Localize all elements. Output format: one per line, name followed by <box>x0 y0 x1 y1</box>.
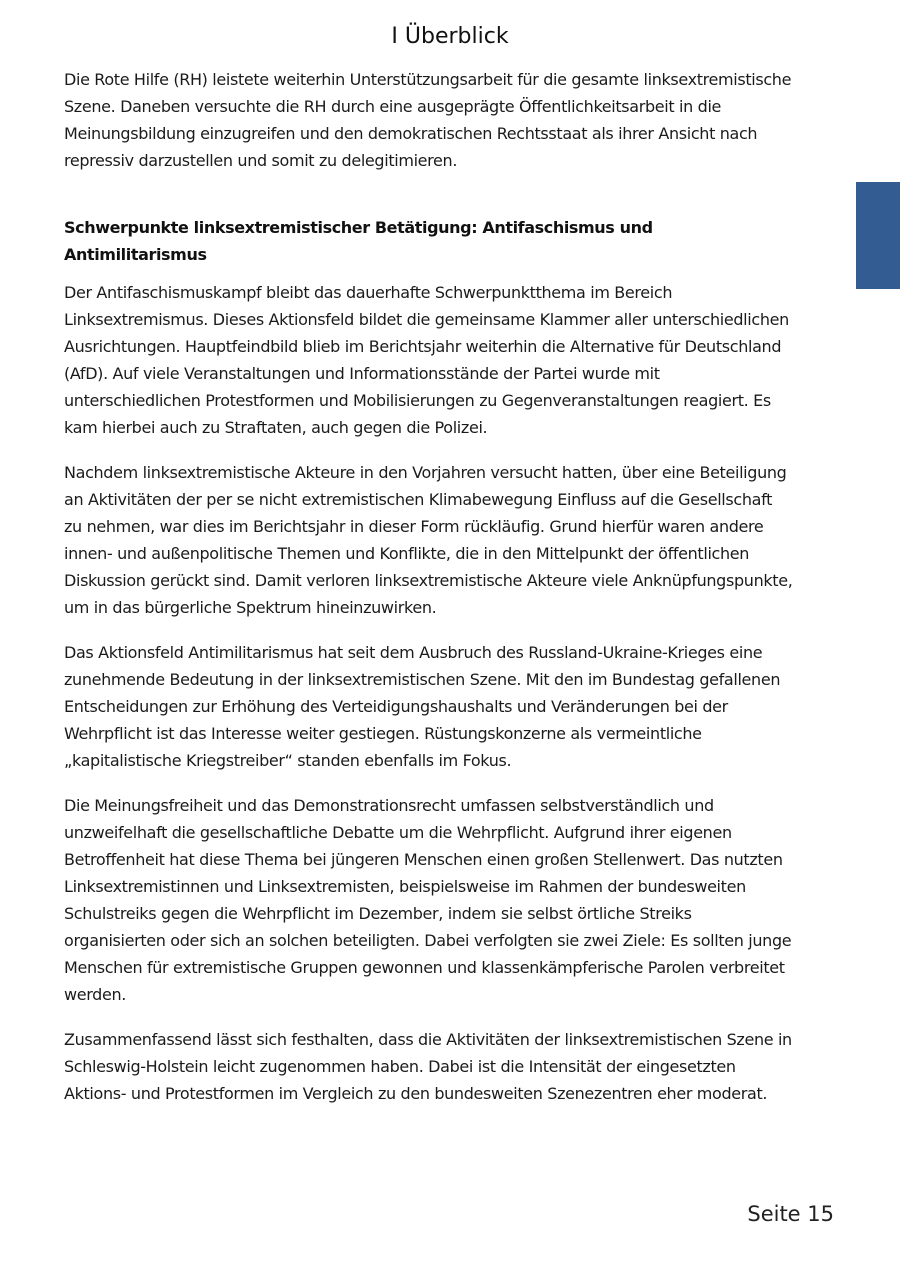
document-body <box>64 66 794 1125</box>
body-paragraph: Die Meinungsfreiheit und das Demonstrationsrecht umfassen selbstverständlich und unzweifelhaft die gesellschaftliche Debatte um die Wehrpflicht. Aufgrund ihrer eigenen Betroffenheit hat diese Thema bei jüngeren Menschen einen großen Stellenwert. Das nutzten Linksextremistinnen und Linksextremisten, beispielsweise im Rahmen der bundesweiten Schulstreiks gegen die Wehrpflicht im Dezember, indem sie selbst örtliche Streiks organisierten oder sich an solchen beteiligten. Dabei verfolgten sie zwei Ziele: Es sollten junge Menschen für extremistische Gruppen gewonnen und klassenkämpferische Parolen verbreitet werden. <box>64 796 792 1004</box>
intro-paragraph: Die Rote Hilfe (RH) leistete weiterhin Unterstützungsarbeit für die gesamte linksextremistische Szene. Daneben versuchte die RH durch eine ausgeprägte Öffentlichkeitsarbeit in die Meinungsbildung einzugreifen und den demokratischen Rechtsstaat als ihrer Ansicht nach repressiv darzustellen und somit zu delegitimieren. <box>64 70 792 170</box>
page-number: Seite 15 <box>747 1202 834 1226</box>
chapter-tab-marker <box>856 182 900 289</box>
page-title: I Überblick <box>391 24 509 49</box>
section-heading: Schwerpunkte linksextremistischer Betätigung: Antifaschismus und Antimilitarismus <box>64 218 653 264</box>
body-paragraph: Nachdem linksextremistische Akteure in den Vorjahren versucht hatten, über eine Beteiligung an Aktivitäten der per se nicht extremistischen Klimabewegung Einfluss auf die Gesellschaft zu nehmen, war dies im Berichtsjahr in dieser Form rückläufig. Grund hierfür waren andere innen- und außenpolitische Themen und Konflikte, die in den Mittelpunkt der öffentlichen Diskussion gerückt sind. Damit verloren linksextremistische Akteure viele Anknüpfungspunkte, um in das bürgerliche Spektrum hineinzuwirken. <box>64 463 793 617</box>
body-paragraph: Das Aktionsfeld Antimilitarismus hat seit dem Ausbruch des Russland-Ukraine-Krieges eine zunehmende Bedeutung in der linksextremistischen Szene. Mit den im Bundestag gefallenen Entscheidungen zur Erhöhung des Verteidigungshaushalts und Veränderungen bei der Wehrpflicht ist das Interesse weiter gestiegen. Rüstungskonzerne als vermeintliche „kapitalistische Kriegstreiber“ standen ebenfalls im Fokus. <box>64 643 781 770</box>
body-paragraph: Zusammenfassend lässt sich festhalten, dass die Aktivitäten der linksextremistischen Szene in Schleswig-Holstein leicht zugenommen haben. Dabei ist die Intensität der eingesetzten Aktions- und Protestformen im Vergleich zu den bundesweiten Szenezentren eher moderat. <box>64 1030 792 1103</box>
body-paragraph: Der Antifaschismuskampf bleibt das dauerhafte Schwerpunktthema im Bereich Linksextremismus. Dieses Aktionsfeld bildet die gemeinsame Klammer aller unterschiedlichen Ausrichtungen. Hauptfeindbild blieb im Berichtsjahr weiterhin die Alternative für Deutschland (AfD). Auf viele Veranstaltungen und Informationsstände der Partei wurde mit unterschiedlichen Protestformen und Mobilisierungen zu Gegenveranstaltungen reagiert. Es kam hierbei auch zu Straftaten, auch gegen die Polizei. <box>64 283 789 437</box>
